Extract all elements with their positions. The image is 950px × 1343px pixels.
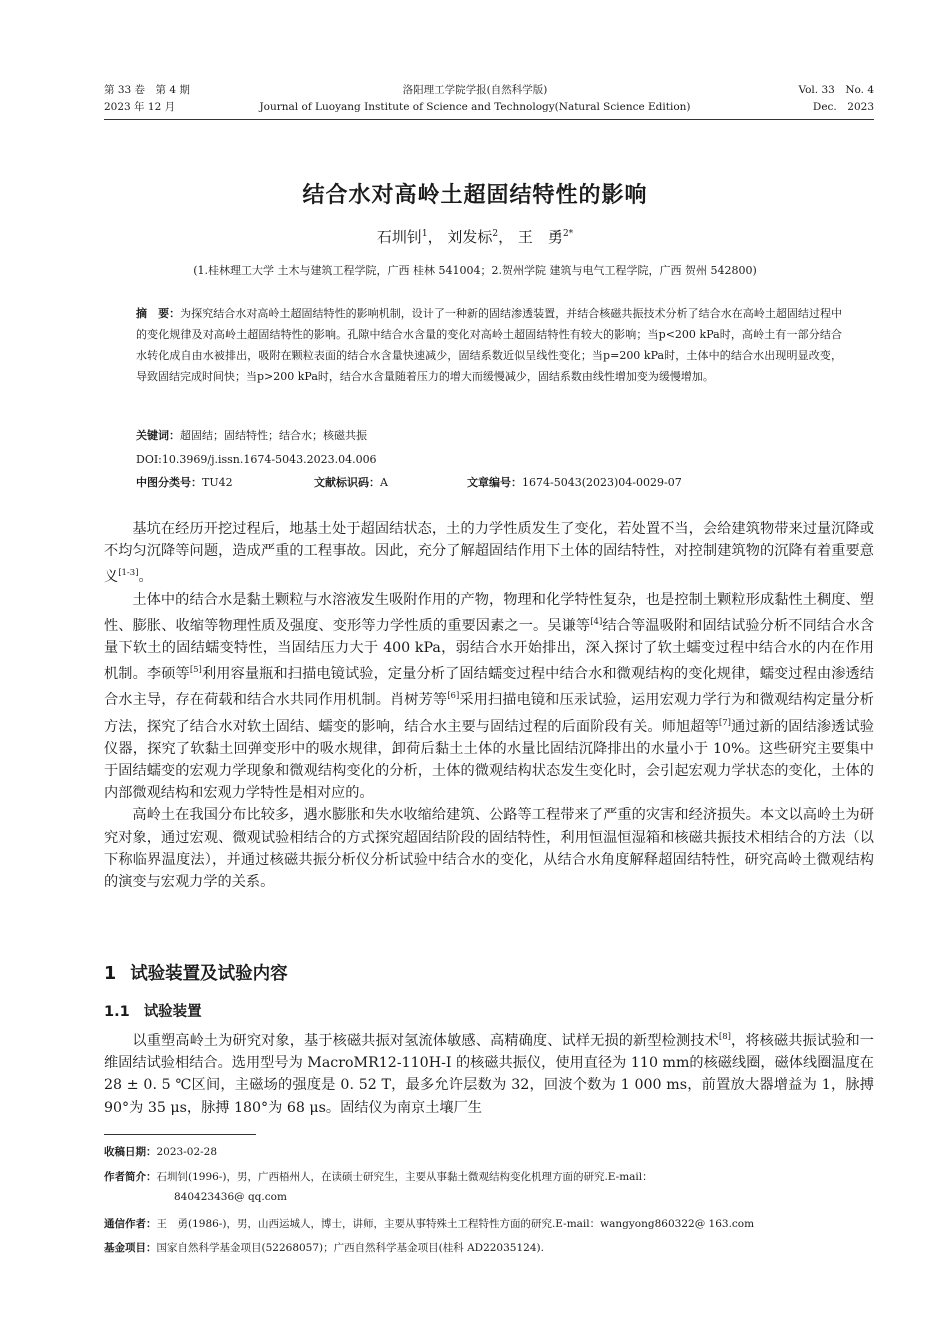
- keywords-text: 超固结；固结特性；结合水；核磁共振: [180, 429, 367, 442]
- section-heading: [104, 960, 288, 985]
- author-name: 王 勇: [517, 228, 563, 246]
- abstract: [136, 303, 842, 387]
- citation: [7]: [718, 717, 731, 728]
- author-bio-text: 石圳钊(1996-)，男，广西梧州人，在读硕士研究生，主要从事黏土微观结构变化机理方面的研究.E-mail：: [156, 1171, 653, 1183]
- citation: [5]: [189, 665, 202, 676]
- subsection-title: 试验装置: [143, 1004, 202, 1020]
- document-code: [314, 473, 388, 493]
- header-date: 2023 年 12 月: [104, 101, 176, 113]
- footnote-corresponding-author: [104, 1214, 874, 1234]
- paragraph-text: 土体中的结合水是黏土颗粒与水溶液发生吸附作用的产物，物理和化学特性复杂，也是控制土颗粒形成黏性土稠度、塑性、膨胀、收缩等物理性质及强度、变形等力学性质的重要因素之一。吴谦等: [104, 591, 874, 634]
- subsection-heading: [104, 1000, 202, 1021]
- keywords-label: 关键词：: [136, 429, 180, 442]
- corresponding-label: 通信作者：: [104, 1218, 157, 1230]
- article-number-label: 文章编号：: [467, 476, 522, 489]
- article-number: [467, 473, 682, 493]
- clc-value: TU42: [202, 476, 233, 489]
- header-divider: [104, 119, 874, 120]
- paragraph-text: 结合等温吸附和固结试验分析不同结合水含量下软土的固结蠕变特性，当固结压力大于 400 kPa，弱结合水开始排出，深入探讨了软土蠕变过程中结合水的内在作用机制。李硕等: [104, 617, 874, 683]
- funding-text: 国家自然科学基金项目(52268057)；广西自然科学基金项目(桂科 AD22035124).: [156, 1242, 544, 1254]
- footnote-divider: [104, 1134, 256, 1135]
- footnote-author-bio: [104, 1167, 874, 1207]
- abstract-text: 为探究结合水对高岭土超固结特性的影响机制，设计了一种新的固结渗透装置，并结合核磁共振技术分析了结合水在高岭土超固结过程中的变化规律及对高岭土超固结特性的影响。孔隙中结合水含量的变化对高岭土超固结特性有较大的影响；当p<200 kPa时，高岭土有一部分结合水转化成自由水被排出，吸附在颗粒表面的结合水含量快速减少，固结系数近似呈线性变化；当p=200 kPa时，土体中的结合水出现明显改变，导致固结完成时间快；当p>200 kPa时，结合水含量随着压力的增大而缓慢减少，固结系数由线性增加变为缓慢增加。: [136, 307, 843, 383]
- author-email: 840423436@ qq.com: [174, 1191, 287, 1203]
- citation: [8]: [718, 1032, 731, 1042]
- paragraph-text: 基坑在经历开挖过程后，地基土处于超固结状态，土的力学性质发生了变化，若处置不当，会给建筑物带来过量沉降或不均匀沉降等问题，造成严重的工程事故。因此，充分了解超固结作用下土体的固结特性，对控制建筑物的沉降有着重要意义: [104, 521, 874, 586]
- clc-label: 中图分类号：: [136, 476, 202, 489]
- author-list: [0, 226, 950, 247]
- clc-number: [136, 473, 233, 493]
- paragraph: [104, 518, 874, 589]
- author-affil-mark: 2*: [562, 229, 574, 239]
- paragraph-text: 。: [138, 569, 153, 586]
- footnote-funding: [104, 1238, 874, 1258]
- article-number-value: 1674-5043(2023)04-0029-07: [522, 476, 682, 489]
- received-date: 2023-02-28: [156, 1146, 218, 1158]
- subsection-number: 1.1: [104, 1004, 130, 1020]
- author-affil-mark: 2: [492, 229, 499, 239]
- abstract-label: 摘 要：: [136, 307, 181, 320]
- author-separator: ，: [427, 228, 443, 246]
- author-name: 刘发标: [447, 228, 493, 246]
- header-journal-en: Journal of Luoyang Institute of Science and Technology(Natural Science Edition): [259, 101, 691, 113]
- doi: DOI:10.3969/j.issn.1674-5043.2023.04.006: [136, 453, 377, 466]
- paragraph: [104, 589, 874, 805]
- corresponding-text: 王 勇(1986-)，男，山西运城人，博士，讲师，主要从事特殊土工程特性方面的研究.E-mail：wangyong860322@ 163.com: [156, 1218, 755, 1230]
- author-separator: ，: [498, 228, 514, 246]
- funding-label: 基金项目：: [104, 1242, 157, 1254]
- section-1-1-text: [104, 1026, 874, 1119]
- author-affil-mark: 1: [421, 229, 428, 239]
- paragraph-text: 采用扫描电镜和压汞试验，运用宏观力学行为和微观结构定量分析方法，探究了结合水对软土固结、蠕变的影响，结合水主要与固结过程的后面阶段有关。师旭超等: [104, 692, 874, 735]
- paragraph-text: 通过新的固结渗透试验仪器，探究了软黏土回弹变形中的吸水规律，卸荷后黏土土体的水量比固结沉降排出的水量小于 10%。这些研究主要集中于固结蠕变的宏观力学现象和微观结构变化的分析，土体的微观结构状态发生变化时，会引起宏观力学状态的变化，土体的内部微观结构和宏观力学特性是相对应的。: [104, 718, 874, 802]
- citation: [6]: [447, 691, 460, 702]
- keywords: [136, 426, 367, 446]
- section-number: 1: [104, 964, 117, 984]
- citation: [1-3]: [118, 568, 139, 579]
- paragraph: [104, 1026, 874, 1119]
- author-bio-label: 作者简介：: [104, 1171, 157, 1183]
- header-journal-cn: 洛阳理工学院学报(自然科学版): [402, 84, 548, 96]
- doc-code-value: A: [380, 476, 388, 489]
- section-title: 试验装置及试验内容: [130, 964, 288, 984]
- author-name: 石圳钊: [376, 228, 422, 246]
- doc-code-label: 文献标识码：: [314, 476, 380, 489]
- paragraph: 高岭土在我国分布比较多，遇水膨胀和失水收缩给建筑、公路等工程带来了严重的灾害和经济损失。本文以高岭土为研究对象，通过宏观、微观试验相结合的方式探究超固结阶段的固结特性，利用恒温恒湿箱和核磁共振技术相结合的方法（以下称临界温度法），并通过核磁共振分析仪分析试验中结合水的变化，从结合水角度解释超固结特性，研究高岭土微观结构的演变与宏观力学的关系。: [104, 807, 874, 891]
- paragraph-text: 利用容量瓶和扫描电镜试验，定量分析了固结蠕变过程中结合水和微观结构的变化规律，蠕变过程由渗透结合水主导，存在荷载和结合水共同作用机制。肖树芳等: [104, 666, 874, 709]
- paragraph-text: 以重塑高岭土为研究对象，基于核磁共振对氢流体敏感、高精确度、试样无损的新型检测技术: [132, 1033, 719, 1049]
- header-date-en: Dec. 2023: [812, 101, 874, 113]
- header-volume-issue: 第 33 卷 第 4 期: [104, 84, 190, 96]
- header-volume-en: [798, 82, 874, 116]
- footnote-received: [104, 1142, 874, 1162]
- paragraph-text: ，将核磁共振试验和一维固结试验相结合。选用型号为 MacroMR12-110H-I 的核磁共振仪，使用直径为 110 mm的核磁线圈，磁体线圈温度在 28 ± 0. 5 ℃区间，主磁场的强度是 0. 52 T，最多允许层数为 32，回波个数为 1 000 ms，前置放大器增益为 1，脉搏 90°为 35 μs，脉搏 180°为 68 μs。固结仪为南京土壤厂生: [104, 1033, 874, 1116]
- author-affiliation: (1.桂林理工大学 土木与建筑工程学院，广西 桂林 541004；2.贺州学院 建筑与电气工程学院，广西 贺州 542800): [193, 264, 757, 277]
- received-label: 收稿日期：: [104, 1146, 157, 1158]
- citation: [4]: [590, 616, 603, 627]
- intro-text: [104, 518, 874, 893]
- header-vol-no: Vol. 33 No. 4: [798, 84, 874, 96]
- paper-title: 结合水对高岭土超固结特性的影响: [302, 183, 648, 208]
